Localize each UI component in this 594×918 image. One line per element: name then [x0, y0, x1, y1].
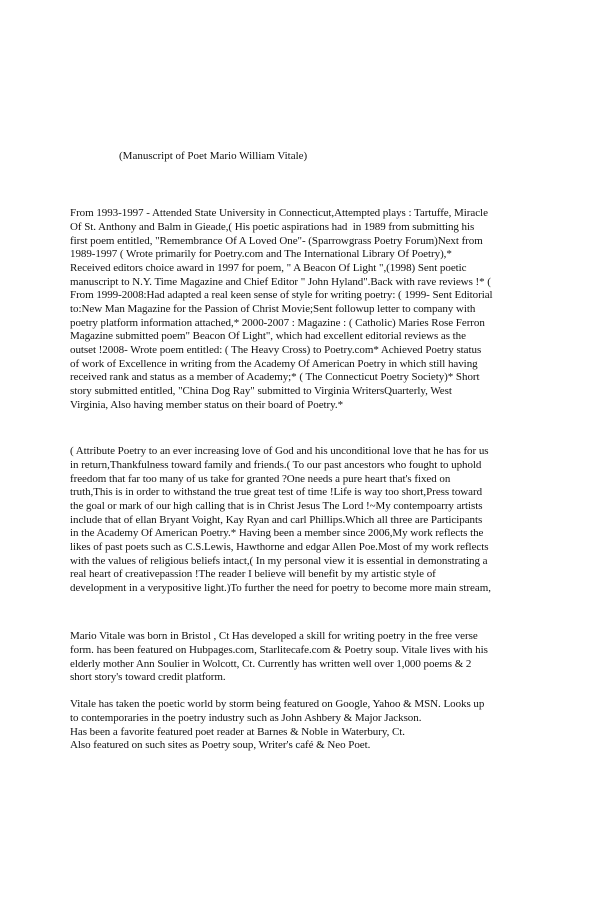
text-line: real heart of creativepassion !The reader I believe will benefit by my artistic style of: [70, 568, 436, 580]
text-line: freedom that far too many of us take for granted ?One needs a pure heart that's fixed on: [70, 473, 451, 485]
text-line: first poem entitled, "Remembrance Of A Loved One"- (Sparrowgrass Poetry Forum)Next from: [70, 235, 483, 247]
text-line: in return,Thankfulness toward family and friends.( To our past ancestors who fought to uphold: [70, 459, 482, 471]
text-line: Virginia, Also having member status on their board of Poetry.*: [70, 399, 344, 411]
text-line: of work of Excellence in writing from the Academy Of American Poetry in which still having: [70, 358, 478, 370]
text-line: Of St. Anthony and Balm in Gieade,( His poetic aspirations had in 1989 from submitting his: [70, 221, 475, 233]
text-line: the goal or mark of our high calling that is in Christ Jesus The Lord !~My contempoarry artists: [70, 500, 483, 512]
text-line: Vitale has taken the poetic world by storm being featured on Google, Yahoo & MSN. Looks up: [70, 698, 485, 710]
text-line: include that of ellan Bryant Voight, Kay Ryan and carl Phillips.Which all three are Participants: [70, 514, 483, 526]
text-line: development in a verypositive light.)To further the need for poetry to become more main stream,: [70, 582, 491, 594]
text-line: poetry platform information attached,* 2000-2007 : Magazine : ( Catholic) Maries Rose Ferron: [70, 317, 485, 329]
text-line: to contemporaries in the poetry industry such as John Ashbery & Major Jackson.: [70, 712, 422, 724]
text-line: short story's toward credit platform.: [70, 671, 226, 683]
text-line: form. has been featured on Hubpages.com, Starlitecafe.com & Poetry soup. Vitale lives with his: [70, 644, 488, 656]
text-line: to:New Man Magazine for the Passion of Christ Movie;Sent followup letter to company with: [70, 303, 476, 315]
text-line: From 1993-1997 - Attended State University in Connecticut,Attempted plays : Tartuffe, Miracle: [70, 207, 488, 219]
text-line: in the Academy Of American Poetry.* Having been a member since 2006,My work reflects the: [70, 527, 484, 539]
text-line: From 1999-2008:Had adapted a real keen sense of style for writing poetry: ( 1999- Sent Editorial: [70, 289, 493, 301]
document-title: (Manuscript of Poet Mario William Vitale): [119, 150, 308, 162]
text-line: Received editors choice award in 1997 for poem, " A Beacon Of Light ",(1998) Sent poetic: [70, 262, 467, 274]
text-line: elderly mother Ann Soulier in Wolcott, Ct. Currently has written well over 1,000 poems & 2: [70, 658, 472, 670]
text-line: 1989-1997 ( Wrote primarily for Poetry.com and The International Library Of Poetry),*: [70, 248, 452, 260]
text-line: outset !2008- Wrote poem entitled: ( The Heavy Cross) to Poetry.com* Achieved Poetry status: [70, 344, 482, 356]
text-line: with the values of religious beliefs intact,( In my personal view it is essential in demonstrating a: [70, 555, 488, 567]
text-line: story submitted entitled, "China Dog Ray" submitted to Virginia WritersQuarterly, West: [70, 385, 452, 397]
text-line: Magazine submitted poem" Beacon Of Light", which had excellent editorial reviews as the: [70, 330, 466, 342]
text-line: Has been a favorite featured poet reader at Barnes & Noble in Waterbury, Ct.: [70, 726, 405, 738]
text-line: likes of past poets such as C.S.Lewis, Hawthorne and edgar Allen Poe.Most of my work reflects: [70, 541, 489, 553]
text-line: ( Attribute Poetry to an ever increasing love of God and his unconditional love that he has for us: [70, 445, 489, 457]
text-line: truth,This is in order to withstand the true great test of time !Life is way too short,Press toward: [70, 486, 483, 498]
text-line: Mario Vitale was born in Bristol , Ct Has developed a skill for writing poetry in the free verse: [70, 630, 478, 642]
text-line: manuscript to N.Y. Time Magazine and Chief Editor " John Hyland".Back with rave reviews !* (: [70, 276, 491, 288]
text-line: received rank and status as a member of Academy;* ( The Connecticut Poetry Society)* Short: [70, 371, 480, 383]
text-line: Also featured on such sites as Poetry soup, Writer's café & Neo Poet.: [70, 739, 371, 751]
